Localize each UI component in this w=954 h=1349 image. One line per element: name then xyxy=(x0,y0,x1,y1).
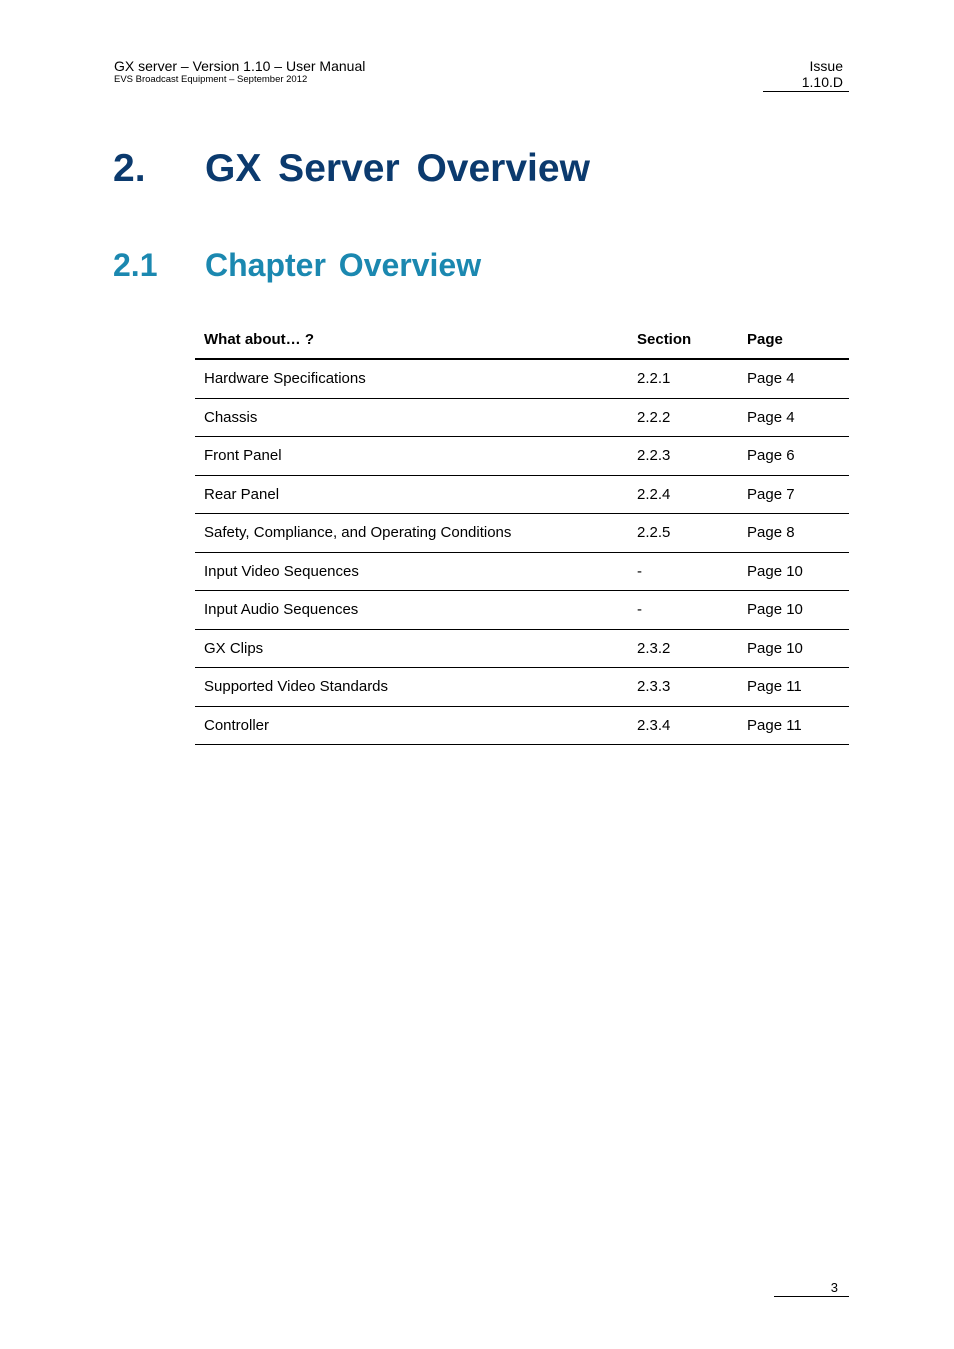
page-number-footer xyxy=(774,1280,849,1297)
document-subtitle: EVS Broadcast Equipment – September 2012 xyxy=(114,74,308,85)
page-cell: Page 10 xyxy=(738,552,849,591)
table-row xyxy=(195,591,849,630)
table-row xyxy=(195,668,849,707)
issue-label: Issue xyxy=(809,58,843,74)
section-cell: 2.3.4 xyxy=(628,706,738,745)
section-cell: 2.2.2 xyxy=(628,398,738,437)
column-header-page: Page xyxy=(738,320,849,359)
section-cell: 2.2.5 xyxy=(628,514,738,553)
column-header-topic: What about… ? xyxy=(195,320,628,359)
section-cell: - xyxy=(628,591,738,630)
chapter-number: 2. xyxy=(113,147,146,190)
topic-cell: Rear Panel xyxy=(195,475,628,514)
document-header xyxy=(114,58,365,86)
page-cell: Page 8 xyxy=(738,514,849,553)
section-cell: 2.2.1 xyxy=(628,359,738,398)
page-cell: Page 4 xyxy=(738,359,849,398)
topic-cell: Input Audio Sequences xyxy=(195,591,628,630)
document-title: GX server – Version 1.10 – User Manual xyxy=(114,58,366,74)
page-cell: Page 10 xyxy=(738,591,849,630)
chapter-overview-table xyxy=(195,320,849,745)
topic-cell: Hardware Specifications xyxy=(195,359,628,398)
column-header-section: Section xyxy=(628,320,738,359)
table-row xyxy=(195,706,849,745)
topic-cell: Controller xyxy=(195,706,628,745)
table-header-row xyxy=(195,320,849,359)
page-cell: Page 6 xyxy=(738,437,849,476)
page-number: 3 xyxy=(830,1280,838,1295)
issue-value: 1.10.D xyxy=(801,74,843,90)
table-row xyxy=(195,475,849,514)
section-title: Chapter Overview xyxy=(205,247,482,283)
section-cell: 2.2.3 xyxy=(628,437,738,476)
section-cell: 2.2.4 xyxy=(628,475,738,514)
page-cell: Page 4 xyxy=(738,398,849,437)
topic-cell: Chassis xyxy=(195,398,628,437)
table-row xyxy=(195,437,849,476)
section-cell: 2.3.3 xyxy=(628,668,738,707)
page-cell: Page 11 xyxy=(738,668,849,707)
topic-cell: Input Video Sequences xyxy=(195,552,628,591)
page-cell: Page 7 xyxy=(738,475,849,514)
section-number: 2.1 xyxy=(113,247,158,283)
issue-block xyxy=(763,58,849,92)
page-cell: Page 10 xyxy=(738,629,849,668)
topic-cell: GX Clips xyxy=(195,629,628,668)
table-row xyxy=(195,514,849,553)
table-row xyxy=(195,552,849,591)
table-row xyxy=(195,629,849,668)
section-cell: 2.3.2 xyxy=(628,629,738,668)
topic-cell: Safety, Compliance, and Operating Conditions xyxy=(195,514,628,553)
table-row xyxy=(195,398,849,437)
section-cell: - xyxy=(628,552,738,591)
page-cell: Page 11 xyxy=(738,706,849,745)
topic-cell: Front Panel xyxy=(195,437,628,476)
chapter-title: GX Server Overview xyxy=(205,147,590,190)
table-row xyxy=(195,359,849,398)
topic-cell: Supported Video Standards xyxy=(195,668,628,707)
